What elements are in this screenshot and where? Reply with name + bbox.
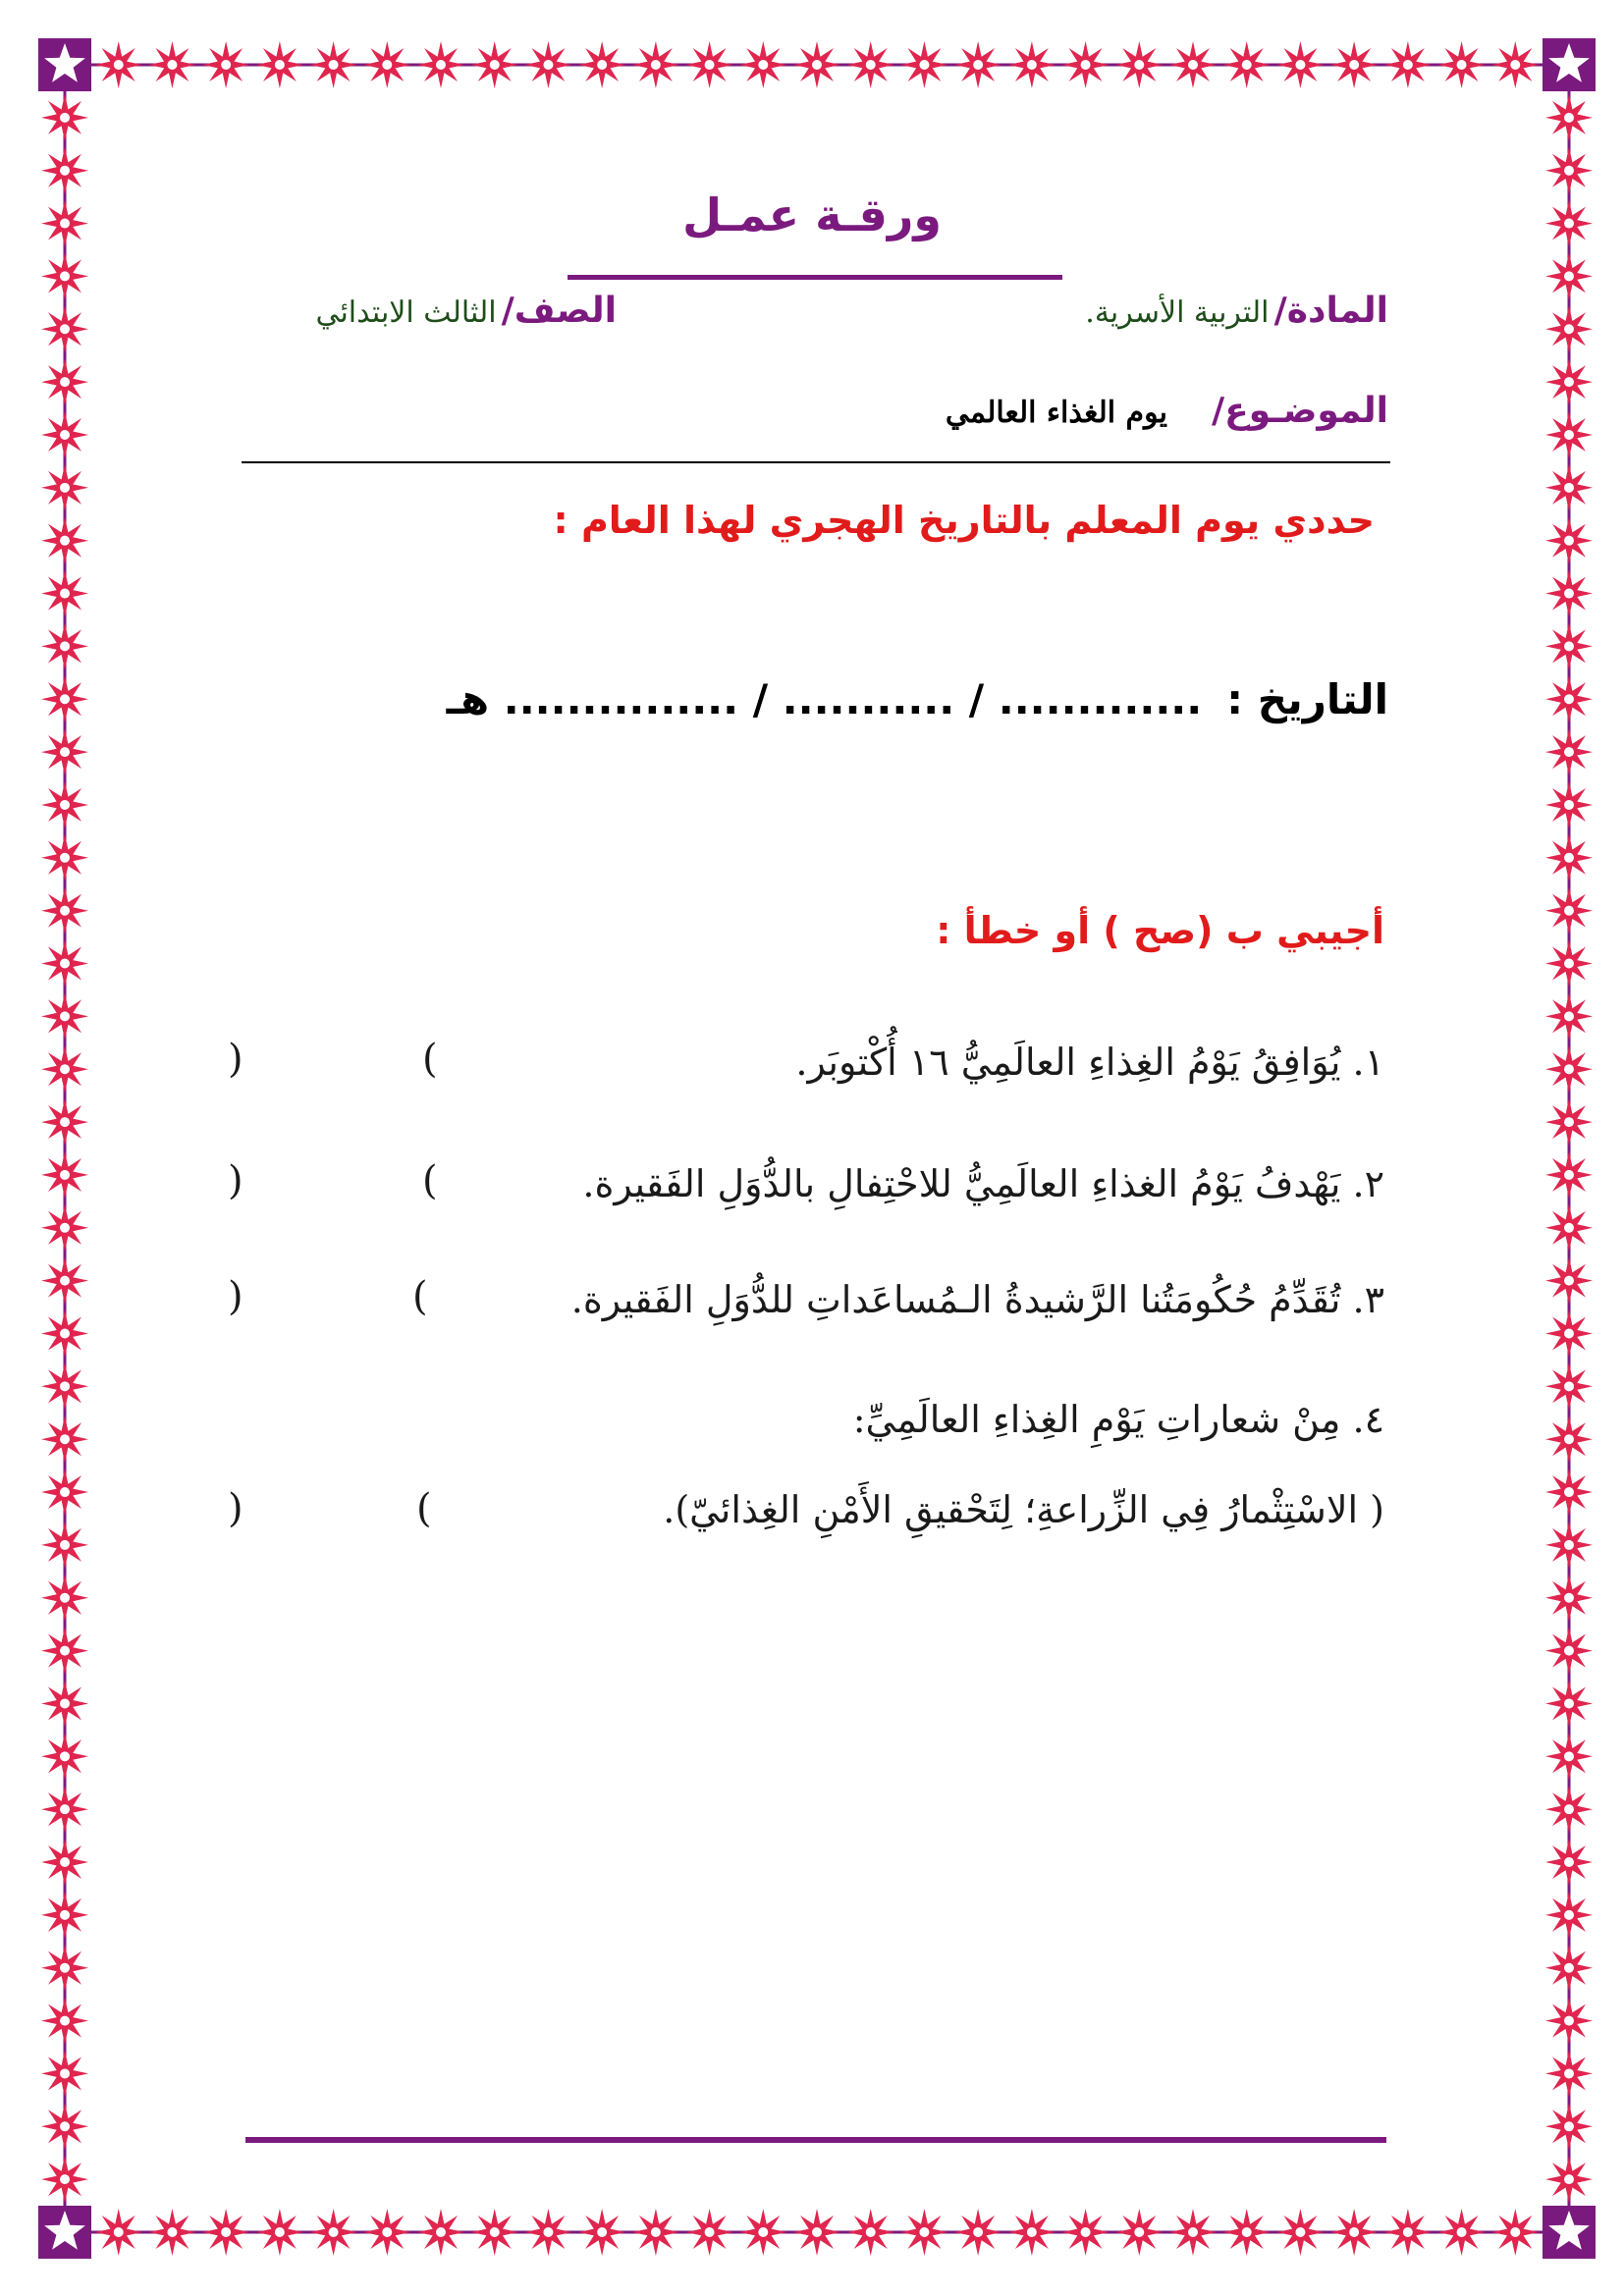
star-icon <box>41 1786 88 1833</box>
star-icon <box>471 41 518 88</box>
answer-paren-open-3: ( <box>412 1274 428 1319</box>
star-icon <box>900 41 947 88</box>
star-icon <box>41 1733 88 1780</box>
star-icon <box>1545 1945 1593 1992</box>
star-icon <box>41 781 88 828</box>
star-icon <box>1438 41 1486 88</box>
star-icon <box>1223 41 1271 88</box>
star-icon <box>686 41 733 88</box>
star-icon <box>1169 2209 1217 2256</box>
answer-paren-open-1: ( <box>422 1037 438 1082</box>
star-icon <box>1545 1733 1593 1780</box>
star-icon <box>41 570 88 617</box>
star-icon <box>1545 1098 1593 1146</box>
star-icon <box>954 41 1001 88</box>
date-answer-line <box>447 675 1388 723</box>
star-icon <box>363 2209 410 2256</box>
star-icon <box>1384 2209 1432 2256</box>
star-icon <box>41 1945 88 1992</box>
topic-field <box>946 391 1388 431</box>
star-icon <box>1545 1310 1593 1358</box>
date-label: التاريخ : <box>1226 675 1388 723</box>
star-icon <box>41 1415 88 1463</box>
star-icon <box>1545 358 1593 405</box>
star-icon <box>41 1892 88 1939</box>
star-icon <box>1491 41 1539 88</box>
star-icon <box>256 2209 303 2256</box>
star-icon <box>686 2209 733 2256</box>
answer-paren-close-2: ) <box>228 1158 244 1203</box>
date-blanks[interactable]: ............. / ........... / ............... هـ <box>446 675 1203 723</box>
answer-box-3[interactable] <box>255 1276 403 1325</box>
title-underline <box>568 275 1062 280</box>
star-icon <box>1545 517 1593 564</box>
star-icon <box>41 834 88 881</box>
answer-box-4[interactable] <box>255 1488 408 1537</box>
subject-label: المادة/ <box>1273 291 1388 331</box>
star-icon <box>148 2209 195 2256</box>
star-icon <box>41 2156 88 2203</box>
answer-paren-close-3: ) <box>228 1274 244 1319</box>
star-icon <box>1545 728 1593 775</box>
star-icon <box>1545 1151 1593 1199</box>
star-icon <box>41 411 88 458</box>
star-icon <box>1545 2050 1593 2097</box>
star-icon <box>41 2103 88 2150</box>
grade-field <box>315 291 617 331</box>
statement-2: ٢. يَهْدفُ يَوْمُ الغذاءِ العالَمِيُّ للاحْتِفالِ بالدُّوَلِ الفَقيرة. <box>582 1162 1384 1205</box>
star-icon <box>417 41 464 88</box>
star-icon <box>95 2209 142 2256</box>
star-icon <box>1545 1257 1593 1305</box>
star-icon <box>632 2209 679 2256</box>
star-icon <box>1545 94 1593 141</box>
subject-field <box>1085 291 1388 331</box>
page-title: ورقـة عمـل <box>682 188 942 241</box>
star-icon <box>1545 1998 1593 2045</box>
statement-3: ٣. تُقَدِّمُ حُكُومَتُنا الرَّشيدةُ الـمُساعَداتِ للدُّوَلِ الفَقيرة. <box>570 1278 1384 1321</box>
star-icon <box>1545 1628 1593 1675</box>
star-icon <box>41 1362 88 1410</box>
star-icon <box>41 2050 88 2097</box>
answer-paren-open-4: ( <box>416 1486 432 1531</box>
star-icon <box>41 1098 88 1146</box>
star-icon <box>41 992 88 1040</box>
star-icon <box>1276 2209 1324 2256</box>
answer-paren-close-1: ) <box>228 1037 244 1082</box>
star-icon <box>1545 305 1593 352</box>
corner-star-icon <box>38 38 91 91</box>
star-icon <box>1545 992 1593 1040</box>
star-icon <box>1545 1468 1593 1516</box>
corner-star-icon <box>1543 38 1596 91</box>
star-icon <box>1545 1892 1593 1939</box>
star-icon <box>41 728 88 775</box>
star-icon <box>632 41 679 88</box>
star-icon <box>900 2209 947 2256</box>
question-hijri-date: حددي يوم المعلم بالتاريخ الهجري لهذا العام : <box>553 499 1375 542</box>
star-icon <box>1545 1522 1593 1569</box>
star-icon <box>1545 1786 1593 1833</box>
star-icon <box>41 1575 88 1622</box>
star-icon <box>41 1468 88 1516</box>
star-icon <box>1545 1415 1593 1463</box>
star-icon <box>310 2209 357 2256</box>
star-icon <box>1384 41 1432 88</box>
star-icon <box>1115 2209 1163 2256</box>
star-icon <box>417 2209 464 2256</box>
star-icon <box>1545 1045 1593 1093</box>
star-icon <box>954 2209 1001 2256</box>
star-icon <box>1545 781 1593 828</box>
star-icon <box>1008 41 1056 88</box>
star-icon <box>1545 464 1593 511</box>
star-icon <box>739 41 786 88</box>
star-icon <box>847 2209 894 2256</box>
topic-label: الموضـوع/ <box>1212 391 1388 431</box>
star-icon <box>1545 1204 1593 1252</box>
star-icon <box>202 41 249 88</box>
answer-box-2[interactable] <box>255 1160 412 1209</box>
header-divider <box>242 461 1390 463</box>
star-icon <box>41 464 88 511</box>
grade-value: الثالث الابتدائي <box>315 295 497 330</box>
star-icon <box>578 2209 625 2256</box>
star-icon <box>471 2209 518 2256</box>
star-icon <box>1545 2156 1593 2203</box>
star-icon <box>524 2209 571 2256</box>
corner-star-icon <box>1543 2206 1596 2259</box>
star-icon <box>1545 411 1593 458</box>
star-icon <box>41 1257 88 1305</box>
star-icon <box>1545 834 1593 881</box>
star-icon <box>1330 2209 1378 2256</box>
star-icon <box>1330 41 1378 88</box>
bottom-rule <box>245 2137 1386 2143</box>
star-icon <box>41 1839 88 1886</box>
statement-1: ١. يُوَافِقُ يَوْمُ الغِذاءِ العالَمِيُّ ١٦ أُكْتوبَر. <box>795 1041 1384 1084</box>
star-icon <box>739 2209 786 2256</box>
star-icon <box>1545 675 1593 722</box>
star-icon <box>148 41 195 88</box>
star-icon <box>1545 887 1593 934</box>
star-icon <box>1008 2209 1056 2256</box>
star-icon <box>41 1522 88 1569</box>
star-icon <box>1169 41 1217 88</box>
star-icon <box>1545 1681 1593 1728</box>
star-icon <box>41 622 88 669</box>
corner-star-icon <box>38 2206 91 2259</box>
star-icon <box>1276 41 1324 88</box>
star-icon <box>41 147 88 194</box>
star-icon <box>524 41 571 88</box>
star-icon <box>41 1681 88 1728</box>
star-icon <box>256 41 303 88</box>
star-icon <box>1545 940 1593 988</box>
star-icon <box>793 41 840 88</box>
star-icon <box>41 1204 88 1252</box>
star-icon <box>1062 41 1110 88</box>
star-icon <box>578 41 625 88</box>
statement-4: ٤. مِنْ شعاراتِ يَوْمِ الغِذاءِ العالَمِيِّ: <box>852 1398 1384 1441</box>
statement-4-slogan: ( الاسْتِثْمارُ فِي الزِّراعةِ؛ لِتَحْقيقِ الأَمْنِ الغِذائيّ). <box>663 1488 1384 1531</box>
star-icon <box>41 94 88 141</box>
subject-value: التربية الأسرية. <box>1085 295 1270 330</box>
star-icon <box>41 517 88 564</box>
star-icon <box>1545 147 1593 194</box>
star-icon <box>41 887 88 934</box>
star-icon <box>1545 1362 1593 1410</box>
topic-value: يوم الغذاء العالمي <box>945 396 1167 430</box>
star-icon <box>1545 1839 1593 1886</box>
question-true-false: أجيبي ب (صح ) أو خطأ : <box>936 909 1384 952</box>
star-icon <box>1491 2209 1539 2256</box>
star-icon <box>41 675 88 722</box>
star-icon <box>1223 2209 1271 2256</box>
answer-paren-open-2: ( <box>422 1158 438 1203</box>
star-icon <box>41 1045 88 1093</box>
star-icon <box>1438 2209 1486 2256</box>
star-icon <box>41 305 88 352</box>
star-icon <box>41 1998 88 2045</box>
star-icon <box>41 1628 88 1675</box>
star-icon <box>1545 252 1593 299</box>
star-icon <box>1545 570 1593 617</box>
answer-box-1[interactable] <box>255 1039 412 1088</box>
star-icon <box>847 41 894 88</box>
star-icon <box>41 252 88 299</box>
star-icon <box>1545 2103 1593 2150</box>
star-icon <box>41 940 88 988</box>
star-icon <box>363 41 410 88</box>
star-icon <box>202 2209 249 2256</box>
star-icon <box>1545 622 1593 669</box>
star-icon <box>41 1151 88 1199</box>
star-icon <box>95 41 142 88</box>
star-icon <box>1062 2209 1110 2256</box>
star-icon <box>1115 41 1163 88</box>
grade-label: الصف/ <box>501 291 617 331</box>
star-icon <box>41 358 88 405</box>
star-icon <box>793 2209 840 2256</box>
star-icon <box>310 41 357 88</box>
answer-paren-close-4: ) <box>228 1486 244 1531</box>
star-icon <box>41 1310 88 1358</box>
star-icon <box>1545 1575 1593 1622</box>
